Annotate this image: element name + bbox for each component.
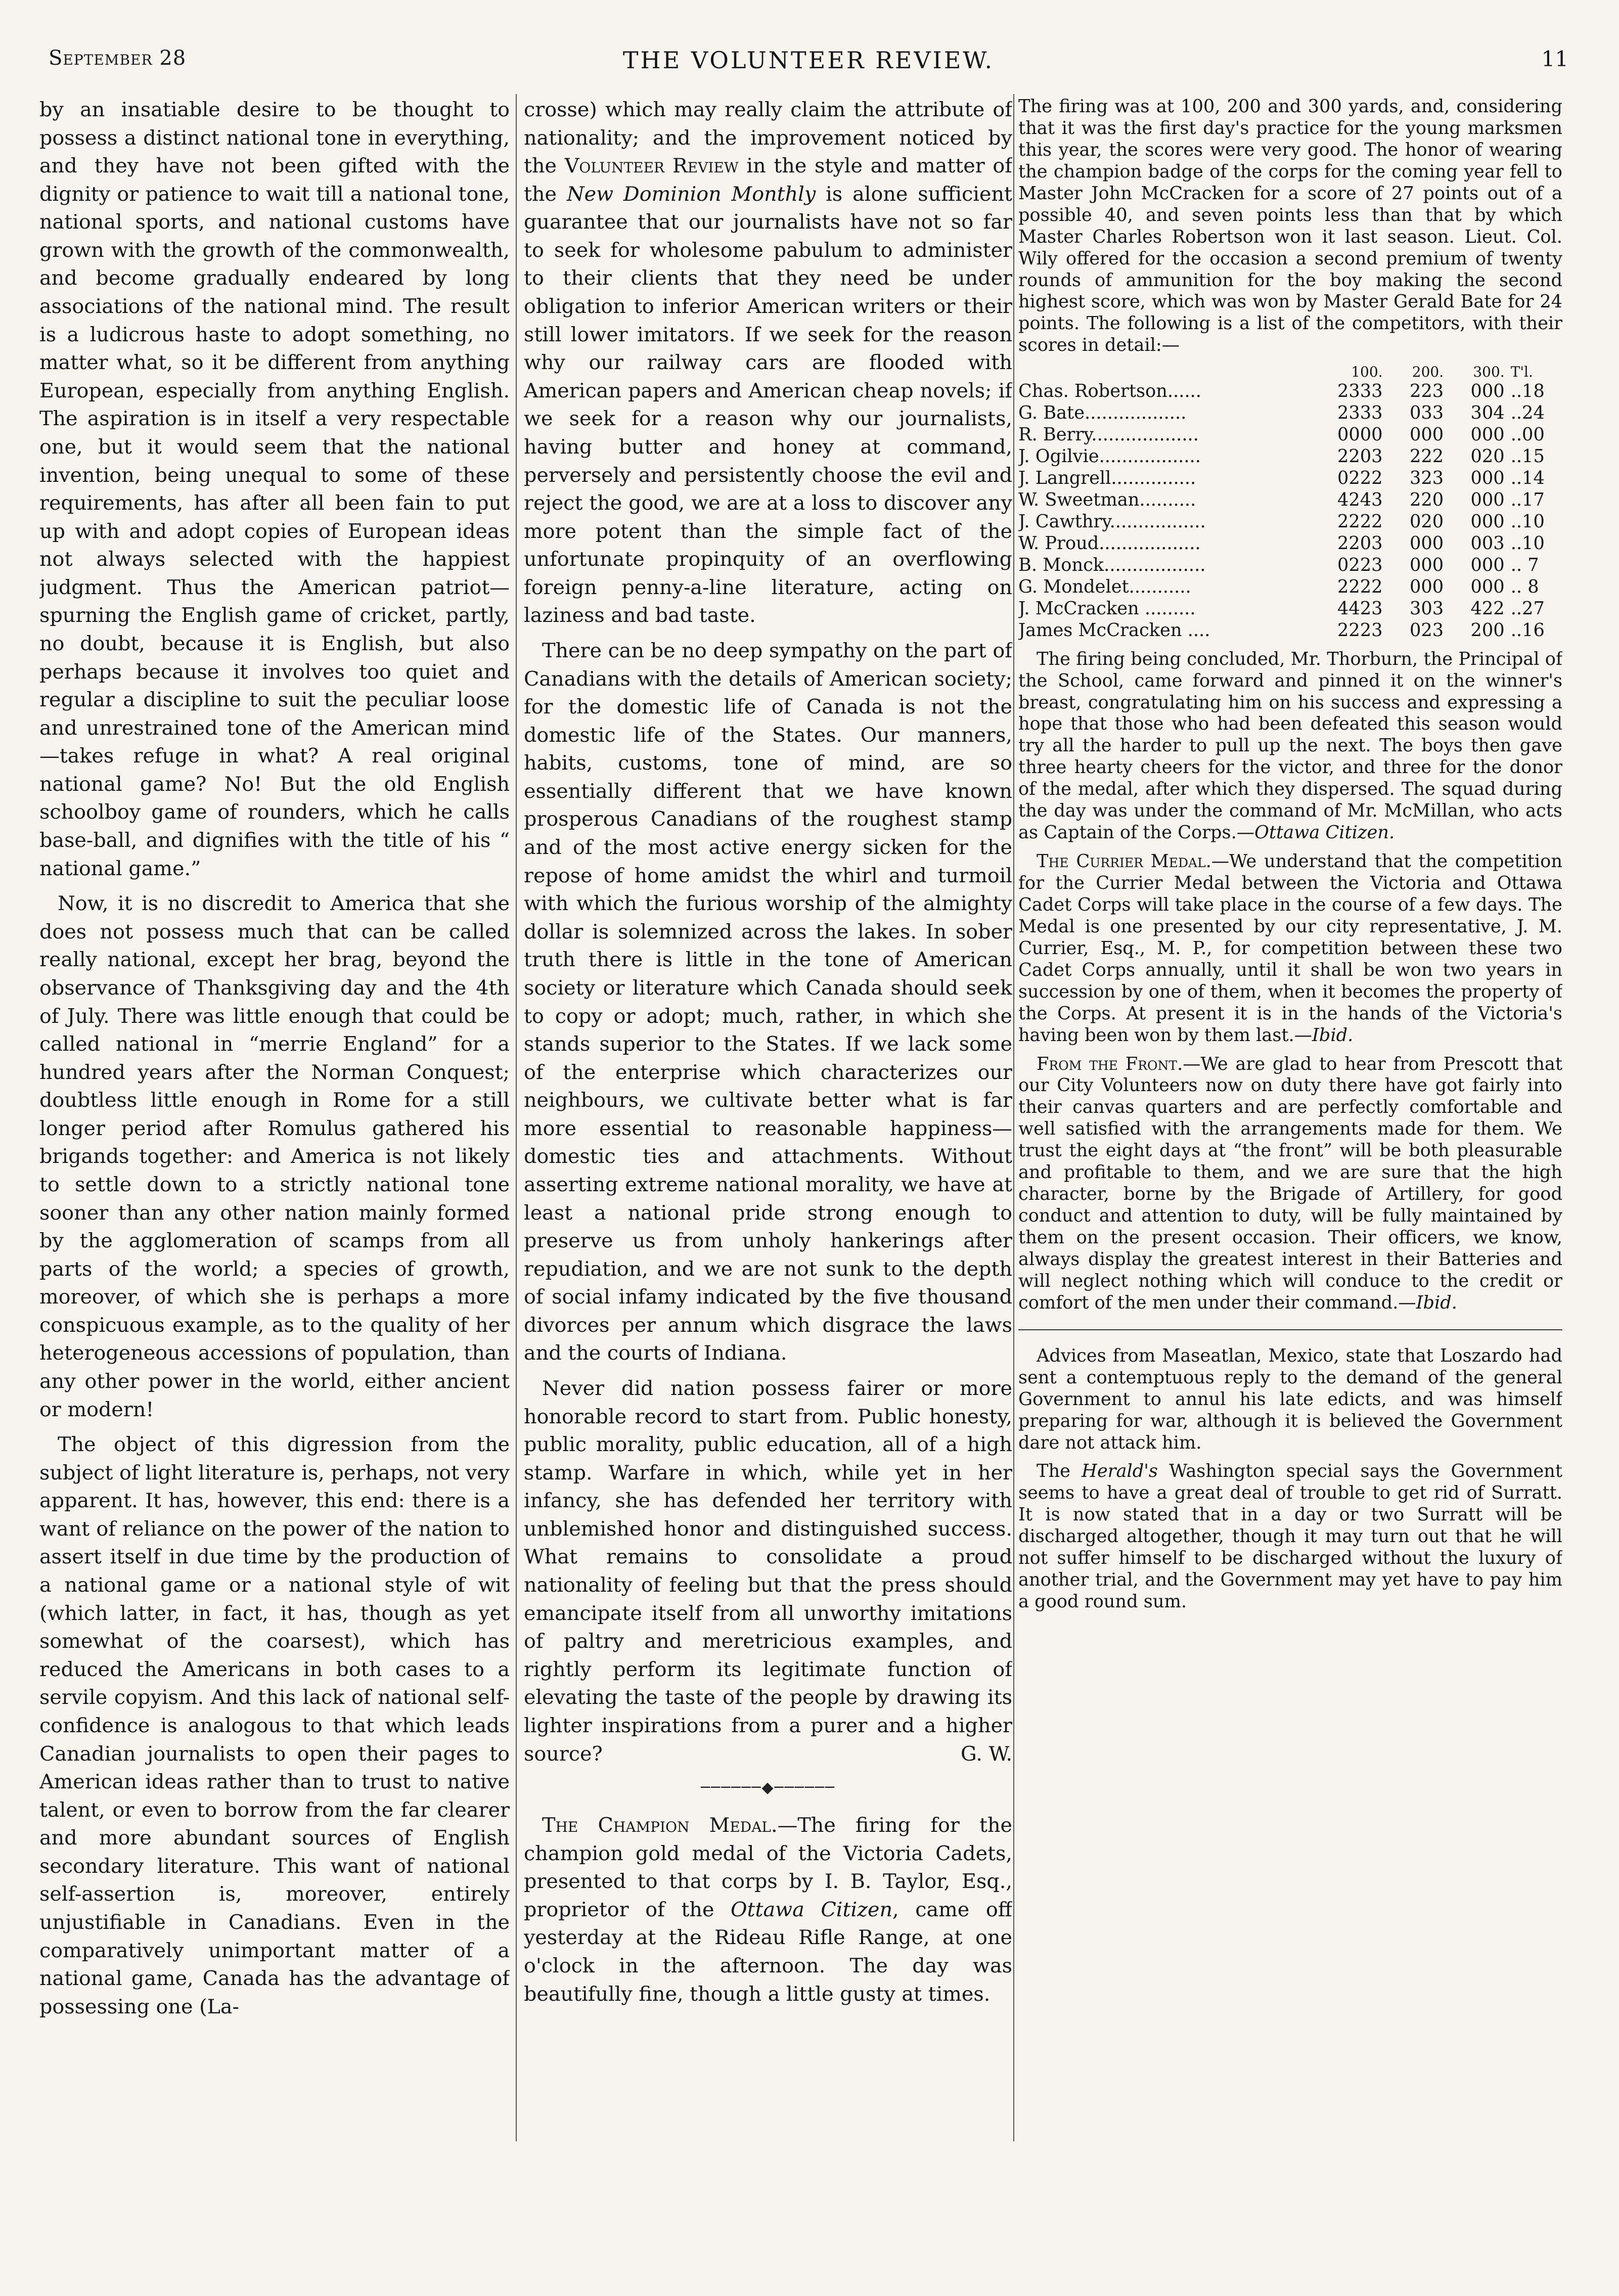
competitor-name: J. Cawthry................. bbox=[1018, 511, 1206, 532]
score-100-yards: 2203 bbox=[1337, 532, 1383, 554]
masthead-title: THE VOLUNTEER REVIEW. bbox=[622, 47, 995, 74]
score-row bbox=[1018, 598, 1562, 620]
score-200-yards: 220 bbox=[1409, 489, 1444, 511]
score-200-yards: 000 bbox=[1409, 532, 1444, 554]
article-heading: The Currier Medal. bbox=[1037, 851, 1211, 872]
score-300-yards: 304 bbox=[1470, 402, 1505, 424]
score-200-yards: 000 bbox=[1409, 554, 1444, 575]
score-total: ..24 bbox=[1510, 402, 1545, 424]
score-total: ..10 bbox=[1510, 511, 1545, 532]
competitor-name: B. Monck.................. bbox=[1018, 554, 1206, 575]
article-paragraph: The object of this digression from the subject of light literature is, perhaps, not very apparent. It has, however, this end: there is a want of reliance on the power of the nation to assert itself in due time by the production of a national game or a national style of wit (which latter, in fact, it has, though as yet somewhat of the coarsest), which has reduced the Americans in both cases to a servile copyism. And this lack of national self-confidence is analogous to that which leads Canadian journalists to open their pages to American ideas rather than to trust to native talent, or even to borrow from the far clearer and more abundant sources of English secondary literature. This want of national self-assertion is, moreover, entirely unjustifiable in Canadians. Even in the comparatively unimportant matter of a national game, Canada has the advantage of possessing one (La- bbox=[39, 1433, 510, 2018]
score-total: ..14 bbox=[1510, 468, 1545, 489]
score-row bbox=[1018, 446, 1562, 468]
page-header bbox=[49, 47, 1568, 87]
score-100-yards: 2333 bbox=[1337, 381, 1383, 402]
score-300-yards: 020 bbox=[1470, 446, 1505, 467]
competitor-name: W. Proud.................. bbox=[1018, 532, 1201, 554]
from-the-front-article: From the Front.—We are glad to hear from Prescott that our City Volunteers now on duty there have got fairly into their canvas quarters and are perfectly comfortable and well satisfied with the arrangements made for them. We trust the eight days at “the front” will be both pleasurable and profitable to them, and we are sure that the high character, borne by the Brigade of Artillery, for good conduct and attention to duty, will be fully maintained by them on the present occasion. Their officers, we know, always display the greatest interest in their Batteries and will neglect nothing which will conduce to the credit or comfort of the men under their command.—Ibid. bbox=[1018, 1053, 1562, 1313]
competitor-name: R. Berry................... bbox=[1018, 424, 1199, 445]
score-200-yards: 223 bbox=[1409, 381, 1444, 402]
column-right bbox=[1018, 96, 1562, 2144]
score-row bbox=[1018, 555, 1562, 576]
champion-medal-article: The Champion Medal.—The firing for the champion gold medal of the Victoria Cadets, presented to that corps by I. B. Taylor, Esq., proprietor of the Ottawa Citizen, came off yesterday at the Rideau Rifle Range, at one o'clock in the afternoon. The day was beautifully fine, though a little gusty at times. bbox=[524, 1814, 1012, 2006]
competitor-name: J. McCracken ......... bbox=[1018, 598, 1196, 619]
score-row bbox=[1018, 620, 1562, 642]
competitor-name: J. Ogilvie.................. bbox=[1018, 446, 1201, 467]
score-row bbox=[1018, 402, 1562, 424]
score-row bbox=[1018, 576, 1562, 598]
article-paragraph: Now, it is no discredit to America that she does not possess much that can be called really national, except her brag, beyond the observance of Thanksgiving day and the 4th of July. There was little enough that could be called national in “merrie England” for a hundred years after the Norman Conquest; doubtless little enough in Rome for a still longer period after Romulus gathered his brigands together: and America is not likely to settle down to a strictly national tone sooner than any other nation mainly formed by the agglomeration of scamps from all parts of the world; a species of growth, moreover, of which she is perhaps a more conspicuous example, as to the quality of her heterogeneous accessions of population, than any other power in the world, either ancient or modern! bbox=[39, 892, 510, 1421]
score-300-yards: 000 bbox=[1470, 489, 1505, 511]
score-100-yards: 4423 bbox=[1337, 598, 1383, 619]
competitor-name: G. Bate.................. bbox=[1018, 402, 1187, 424]
column-divider bbox=[1013, 94, 1014, 2141]
score-total: .. 8 bbox=[1510, 576, 1539, 597]
score-200-yards: 222 bbox=[1409, 446, 1444, 467]
competitor-name: G. Mondelet........... bbox=[1018, 576, 1191, 597]
score-100-yards: 2333 bbox=[1337, 402, 1383, 424]
competitor-name: J. Langrell............... bbox=[1018, 468, 1196, 489]
score-300-yards: 200 bbox=[1470, 619, 1505, 641]
source-credit: Ottawa Citizen. bbox=[1254, 822, 1395, 843]
column-header: 200. bbox=[1412, 364, 1444, 381]
score-100-yards: 2203 bbox=[1337, 446, 1383, 467]
score-200-yards: 323 bbox=[1409, 468, 1444, 489]
article-paragraph: There can be no deep sympathy on the part of Canadians with the details of American society; for the domestic life of Canada is not the domestic life of the States. Our manners, habits, customs, tone of mind, are so essentially different that we have known prosperous Canadians of the roughest stamp and of the most active energy sicken for the repose of home amidst the whirl and turmoil with which the furious worship of the almighty dollar is solemnized across the lakes. In sober truth there is little in the tone of American society or literature which Canada should seek to copy or adopt; much, rather, in which she stands superior to the States. If we lack some of the enterprise which characterizes our neighbours, we cultivate better what is far more essential to reasonable happiness—domestic ties and attachments. Without asserting extreme national morality, we have at least a national pride strong enough to preserve us from unholy hankerings after repudiation, and we are not sunk to the depth of social infamy indicated by the five thousand divorces per annum which disgrace the laws and the courts of Indiana. bbox=[524, 639, 1012, 1365]
score-total: ..17 bbox=[1510, 489, 1545, 511]
score-300-yards: 000 bbox=[1470, 381, 1505, 402]
section-divider: ──────◆────── bbox=[701, 1779, 835, 1797]
score-table bbox=[1018, 364, 1562, 641]
source-credit: Ibid. bbox=[1312, 1024, 1354, 1046]
column-divider bbox=[516, 94, 517, 2141]
score-total: ..16 bbox=[1510, 619, 1545, 641]
score-row bbox=[1018, 511, 1562, 533]
column-middle bbox=[524, 96, 1012, 2144]
score-300-yards: 000 bbox=[1470, 576, 1505, 597]
publication-name: Ottawa Citizen bbox=[731, 1898, 893, 1921]
score-table-header bbox=[1018, 364, 1562, 381]
publication-name: Herald's bbox=[1082, 1461, 1158, 1482]
score-row bbox=[1018, 533, 1562, 555]
score-200-yards: 023 bbox=[1409, 619, 1444, 641]
article-paragraph: crosse) which may really claim the attribute of nationality; and the improvement noticed by the Volunteer Review in the style and matter of the New Dominion Monthly is alone sufficient guarantee that our journalists have not so far to seek for wholesome pabulum to administer to their clients that they need be under obligation to inferior American writers or their still lower imitators. If we seek for the reason why our railway cars are flooded with American papers and American cheap novels; if we seek for a reason why our journalists, having butter and honey at command, perversely and persistently choose the evil and reject the good, we are at a loss to discover any more potent than the simple fact of the unfortunate propinquity of an overflowing foreign penny-a-line literature, acting on laziness and bad taste. bbox=[524, 98, 1012, 627]
article-paragraph: Never did nation possess fairer or more honorable record to start from. Public honesty, public morality, public education, all of a high stamp. Warfare in which, while yet in her infancy, she has defended her territory with unblemished honor and distinguished success. What remains to consolidate a proud nationality of feeling but that the press should emancipate itself from all unworthy imitations of paltry and meretricious examples, and rightly perform its legitimate function of elevating the taste of the people by drawing its lighter inspirations from a purer and a higher source? G. W. bbox=[524, 1375, 1012, 1768]
publication-name: New Dominion Monthly bbox=[566, 182, 816, 206]
news-item: Advices from Maseatlan, Mexico, state that Loszardo had sent a contemptuous reply to the demand of the general Government to annul his late edicts, and was himself preparing for war, although it is believed the Government dare not attack him. bbox=[1018, 1345, 1562, 1453]
score-100-yards: 2223 bbox=[1337, 619, 1383, 641]
score-100-yards: 0223 bbox=[1337, 554, 1383, 575]
section-divider bbox=[1018, 1329, 1562, 1330]
article-paragraph: by an insatiable desire to be thought to possess a distinct national tone in everything, and they have not been gifted with the dignity or patience to wait till a national tone, national sports, and national customs have grown with the growth of the commonwealth, and become gradually endeared by long associations of the national mind. The result is a ludicrous haste to adopt something, no matter what, so it be different from anything European, especially from anything English. The aspiration is in itself a very respectable one, but it would seem that the national invention, being unequal to some of these requirements, has after all been fain to put up with and adopt copies of European ideas not always selected with the happiest judgment. Thus the American patriot—spurning the English game of cricket, partly, no doubt, because it is English, but also perhaps because it involves too quiet and regular a discipline to suit the peculiar loose and unrestrained tone of the American mind—takes refuge in what? A real original national game? No! But the old English schoolboy game of rounders, which he calls base-ball, and dignifies with the title of his “ national game.” bbox=[39, 98, 510, 880]
score-200-yards: 000 bbox=[1409, 576, 1444, 597]
publication-name: Volunteer Review bbox=[564, 154, 739, 178]
score-200-yards: 033 bbox=[1409, 402, 1444, 424]
score-300-yards: 003 bbox=[1470, 532, 1505, 554]
news-item: The Herald's Washington special says the Government seems to have a great deal of trouble to get rid of Surratt. It is now stated that in a day or two Surratt will be discharged altogether, though it may turn out that he will not suffer himself to be discharged without the luxury of another trial, and the Government may yet have to pay him a good round sum. bbox=[1018, 1461, 1562, 1612]
source-credit: Ibid. bbox=[1416, 1292, 1457, 1313]
score-row bbox=[1018, 381, 1562, 402]
score-total: ..00 bbox=[1510, 424, 1545, 445]
column-left bbox=[39, 96, 510, 2144]
article-paragraph: The firing being concluded, Mr. Thorburn, the Principal of the School, came forward and pinned it on the winner's breast, congratulating him on his success and expressing a hope that those who had been defeated this season would try all the harder to pull up the next. The boys then gave three hearty cheers for the victor, and three for the donor of the medal, after which they dispersed. The squad during the day was under the command of Mr. McMillan, who acts as Captain of the Corps.—Ottawa Citizen. bbox=[1018, 648, 1562, 843]
score-total: .. 7 bbox=[1510, 554, 1539, 575]
score-total: ..27 bbox=[1510, 598, 1545, 619]
competitor-name: James McCracken .... bbox=[1018, 619, 1210, 641]
score-row bbox=[1018, 489, 1562, 511]
article-heading: From the Front. bbox=[1037, 1053, 1183, 1074]
author-signature: G. W. bbox=[961, 1742, 1012, 1766]
score-100-yards: 0222 bbox=[1337, 468, 1383, 489]
column-header: T'l. bbox=[1510, 364, 1533, 381]
score-300-yards: 422 bbox=[1470, 598, 1505, 619]
score-100-yards: 4243 bbox=[1337, 489, 1383, 511]
score-total: ..18 bbox=[1510, 381, 1545, 402]
column-header: 100. bbox=[1351, 364, 1383, 381]
issue-date: September 28 bbox=[49, 47, 187, 70]
score-300-yards: 000 bbox=[1470, 424, 1505, 445]
score-total: ..10 bbox=[1510, 532, 1545, 554]
score-200-yards: 020 bbox=[1409, 511, 1444, 532]
score-100-yards: 2222 bbox=[1337, 511, 1383, 532]
score-100-yards: 0000 bbox=[1337, 424, 1383, 445]
score-200-yards: 303 bbox=[1409, 598, 1444, 619]
score-total: ..15 bbox=[1510, 446, 1545, 467]
article-paragraph: The firing was at 100, 200 and 300 yards, and, considering that it was the first day's practice for the young marksmen this year, the scores were very good. The honor of wearing the champion badge of the corps for the coming year fell to Master John McCracken for a score of 27 points out of a possible 40, and seven points less than that by which Master Charles Robertson won it last season. Lieut. Col. Wily offered for the occasion a second premium of twenty rounds of ammunition for the boy making the second highest score, which was won by Master Gerald Bate for 24 points. The following is a list of the competitors, with their scores in detail:— bbox=[1018, 96, 1562, 356]
score-300-yards: 000 bbox=[1470, 468, 1505, 489]
score-row bbox=[1018, 468, 1562, 489]
competitor-name: Chas. Robertson...... bbox=[1018, 381, 1201, 402]
competitor-name: W. Sweetman.......... bbox=[1018, 489, 1196, 511]
column-header: 300. bbox=[1473, 364, 1505, 381]
score-300-yards: 000 bbox=[1470, 511, 1505, 532]
article-heading: The Champion Medal. bbox=[542, 1814, 778, 1837]
score-300-yards: 000 bbox=[1470, 554, 1505, 575]
score-row bbox=[1018, 424, 1562, 446]
currier-medal-article: The Currier Medal.—We understand that the competition for the Currier Medal between the Victoria and Ottawa Cadet Corps will take place in the course of a few days. The Medal is one presented by our city representative, J. M. Currier, Esq., M. P., for competition between these two Cadet Corps annually, until it shall be won two years in succession by one of them, when it becomes the property of the Corps. At present it is in the hands of the Victoria's having been won by them last.—Ibid. bbox=[1018, 851, 1562, 1046]
score-100-yards: 2222 bbox=[1337, 576, 1383, 597]
score-200-yards: 000 bbox=[1409, 424, 1444, 445]
page-number: 11 bbox=[1541, 47, 1568, 71]
